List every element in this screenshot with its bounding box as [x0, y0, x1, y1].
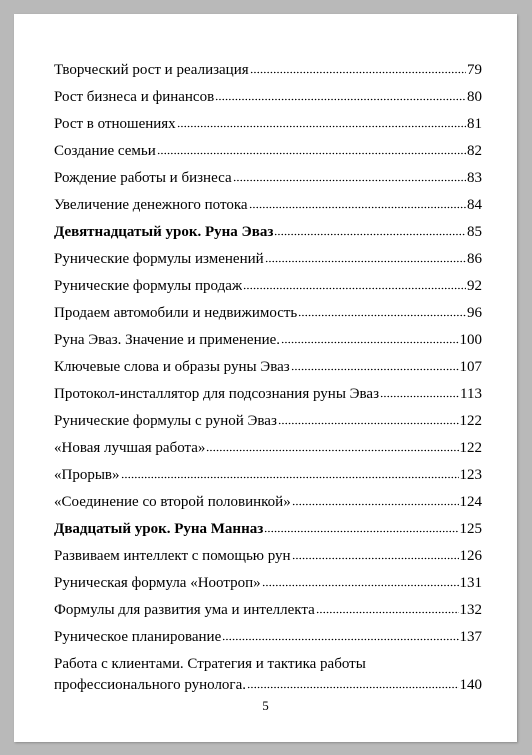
toc-entry-title: Творческий рост и реализация — [54, 63, 249, 78]
toc-entry[interactable] — [54, 549, 482, 576]
toc-entry[interactable] — [54, 171, 482, 198]
toc-entry-page: 132 — [459, 602, 482, 618]
dot-leader — [291, 368, 459, 371]
toc-entry[interactable] — [54, 252, 482, 279]
toc-entry-title: Рунические формулы с руной Эваз — [54, 414, 277, 429]
toc-chapter-entry[interactable] — [54, 225, 482, 252]
toc-entry[interactable] — [54, 387, 482, 414]
dot-leader — [316, 611, 459, 614]
toc-entry-title: Руна Эваз. Значение и применение. — [54, 333, 281, 348]
toc-entry-title: Создание семьи — [54, 144, 156, 159]
toc-entry-title: «Прорыв» — [54, 468, 120, 483]
dot-leader — [250, 71, 466, 74]
dot-leader — [292, 557, 459, 560]
dot-leader — [215, 98, 466, 101]
toc-entry[interactable] — [54, 90, 482, 117]
toc-entry[interactable] — [54, 144, 482, 171]
toc-entry[interactable] — [54, 333, 482, 360]
toc-entry-line2 — [54, 678, 482, 699]
dot-leader — [264, 530, 458, 533]
toc-entry-title: Увеличение денежного потока — [54, 198, 248, 213]
dot-leader — [249, 206, 466, 209]
toc-entry-title: Девятнадцатый урок. Руна Эваз — [54, 225, 274, 240]
toc-entry-title-line1: Работа с клиентами. Стратегия и тактика работы — [54, 656, 366, 672]
toc-entry-title: Рождение работы и бизнеса — [54, 171, 232, 186]
page-number: 5 — [262, 698, 269, 713]
toc-entry[interactable] — [54, 306, 482, 333]
toc-entry-page: 82 — [467, 143, 482, 159]
toc-entry-page: 124 — [459, 494, 482, 510]
dot-leader — [157, 152, 466, 155]
dot-leader — [274, 233, 466, 236]
toc-entry-title: Формулы для развития ума и интеллекта — [54, 603, 315, 618]
toc-entry-title: Руническое планирование — [54, 630, 222, 645]
toc-entry-title: Руническая формула «Ноотроп» — [54, 576, 261, 591]
toc-entry-title: «Новая лучшая работа» — [54, 441, 206, 456]
toc-entry-title-line2: профессионального рунолога. — [54, 678, 246, 693]
dot-leader — [278, 422, 459, 425]
dot-leader — [206, 449, 458, 452]
toc-entry-page: 83 — [467, 170, 482, 186]
toc-entry-page: 92 — [467, 278, 482, 294]
toc-entry[interactable] — [54, 414, 482, 441]
toc-entry-page: 84 — [467, 197, 482, 213]
toc-entry-title: Рост бизнеса и финансов — [54, 90, 215, 105]
document-page — [14, 14, 517, 742]
toc-entry-title: Рост в отношениях — [54, 117, 176, 132]
toc-entry-page: 96 — [467, 305, 482, 321]
dot-leader — [292, 503, 459, 506]
toc-entry-title: Протокол-инсталлятор для подсознания руны Эваз — [54, 387, 380, 402]
toc-entry[interactable] — [54, 495, 482, 522]
toc-entry-page: 85 — [467, 224, 482, 240]
toc-entry-page: 122 — [459, 413, 482, 429]
toc-chapter-entry[interactable] — [54, 522, 482, 549]
dot-leader — [298, 314, 466, 317]
toc-entry[interactable] — [54, 576, 482, 603]
toc-entry[interactable] — [54, 603, 482, 630]
toc-entry-multiline[interactable] — [54, 657, 482, 699]
toc-entry[interactable] — [54, 441, 482, 468]
toc-entry[interactable] — [54, 63, 482, 90]
toc-entry[interactable] — [54, 117, 482, 144]
toc-entry[interactable] — [54, 279, 482, 306]
toc-entry[interactable] — [54, 468, 482, 495]
dot-leader — [247, 686, 459, 689]
dot-leader — [262, 584, 459, 587]
toc-entry[interactable] — [54, 198, 482, 225]
toc-entry-title: Рунические формулы продаж — [54, 279, 243, 294]
toc-entry-page: 123 — [459, 467, 482, 483]
dot-leader — [281, 341, 458, 344]
dot-leader — [380, 395, 459, 398]
toc-entry-page: 131 — [459, 575, 482, 591]
toc-entry-page: 80 — [467, 89, 482, 105]
toc-entry-title: «Соединение со второй половинкой» — [54, 495, 291, 510]
toc-entry-page: 125 — [459, 521, 482, 537]
toc-entry-page: 113 — [460, 386, 482, 402]
toc-entry[interactable] — [54, 630, 482, 657]
dot-leader — [243, 287, 466, 290]
toc-entry-title: Ключевые слова и образы руны Эваз — [54, 360, 290, 375]
toc-entry[interactable] — [54, 360, 482, 387]
toc-entry-page: 100 — [459, 332, 482, 348]
toc-entry-page: 107 — [459, 359, 482, 375]
dot-leader — [177, 125, 466, 128]
dot-leader — [265, 260, 466, 263]
toc-entry-page: 79 — [467, 62, 482, 78]
toc-entry-page: 140 — [459, 677, 482, 693]
table-of-contents — [54, 63, 482, 699]
dot-leader — [121, 476, 459, 479]
toc-entry-title: Продаем автомобили и недвижимость — [54, 306, 298, 321]
toc-entry-page: 126 — [459, 548, 482, 564]
toc-entry-title: Рунические формулы изменений — [54, 252, 264, 267]
dot-leader — [222, 638, 458, 641]
toc-entry-title: Двадцатый урок. Руна Манназ — [54, 522, 264, 537]
toc-entry-page: 86 — [467, 251, 482, 267]
toc-entry-page: 137 — [459, 629, 482, 645]
toc-entry-page: 122 — [459, 440, 482, 456]
dot-leader — [233, 179, 466, 182]
toc-entry-title: Развиваем интеллект с помощью рун — [54, 549, 291, 564]
toc-entry-page: 81 — [467, 116, 482, 132]
